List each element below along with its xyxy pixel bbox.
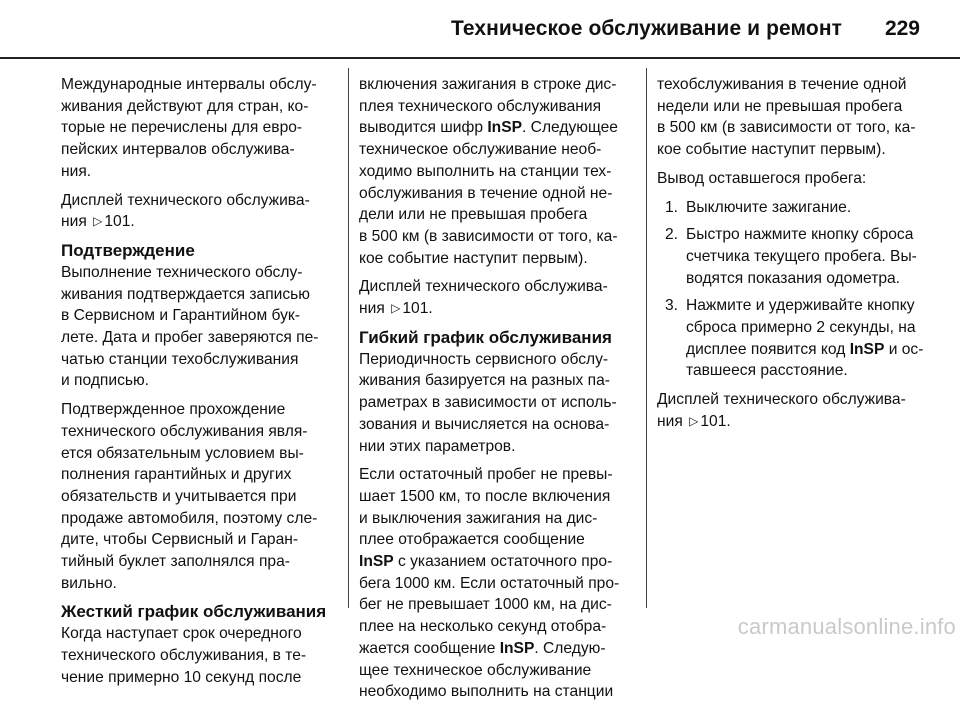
paragraph-remaining-distance: Если остаточный пробег не превы- шает 1500 км, то после включения и выключения зажигания на дис- плее отображается сообщение InSP с указанием остаточного про- бега 1000 км. Если остаточный про- бег не превышает 1000 км, на дис- плее на несколько секунд отобра- жается сообщение InSP. Следую- щее техническое обслуживание необходимо выполнить на станции [359, 466, 620, 701]
paragraph-flexible-schedule: Периодичность сервисного обслу- живания базируется на разных па- раметрах в зависимости от исполь- зования и вычисляется на основа- нии этих параметров. [359, 350, 617, 455]
column-1 [61, 74, 341, 696]
column-2 [359, 74, 639, 710]
triangle-arrow-icon: ▷ [93, 214, 103, 229]
column-3 [657, 74, 927, 440]
column-divider [348, 68, 349, 608]
code-insp: InSP [359, 553, 394, 571]
heading-flexible-schedule: Гибкий график обслуживания [359, 327, 612, 347]
list-item: 1. Выключите зажигание. [665, 198, 852, 216]
list-item: 3. Нажмите и удерживайте кнопку сброса примерно 2 секунды, на дисплее появится код InSP и ос- тавшееся расстояние. [665, 297, 924, 380]
paragraph-remaining-cont: техобслуживания в течение одной недели или не превышая пробега в 500 км (в зависимости от того, ка- кое событие наступит первым). [657, 76, 916, 159]
paragraph-display-ref: Дисплей технического обслужива- ния ▷ 101. [657, 389, 927, 432]
paragraph-fixed-schedule: Когда наступает срок очередного технического обслуживания, в те- чение примерно 10 секунд после [61, 625, 307, 686]
code-insp: InSP [849, 340, 885, 358]
cross-reference-link[interactable]: 101. [700, 412, 731, 430]
page-header [0, 0, 960, 62]
header-divider [0, 57, 960, 59]
steps-list [657, 197, 927, 383]
triangle-arrow-icon: ▷ [689, 413, 699, 428]
paragraph-confirmation: Выполнение технического обслу- живания подтверждается записью в Сервисном и Гарантийном бук- лете. Дата и пробег заверяются пе- чатью станции техобслуживания и подписью. [61, 263, 319, 390]
paragraph-intl-intervals: Международные интервалы обслу- живания действуют для стран, ко- торые не перечислены для евро- пейских интервалов обслужива- ния. [61, 76, 317, 180]
paragraph-confirmed-service: Подтвержденное прохождение технического обслуживания явля- ется обязательным условием вы- полнения гарантийных и других обязательств и учитывается при продаже автомобиля, поэтому сле- дите, чтобы Сервисный и Гаран- тийный буклет заполнялся пра- вильно. [61, 401, 318, 592]
cross-reference-link[interactable]: 101. [402, 300, 433, 318]
watermark: carmanualsonline.info [737, 614, 956, 639]
paragraph-display-ref: Дисплей технического обслужива- ния ▷ 101. [61, 190, 341, 233]
heading-fixed-schedule: Жесткий график обслуживания [61, 602, 327, 622]
paragraph-display-ref: Дисплей технического обслужива- ния ▷ 101. [359, 276, 639, 319]
cross-reference-link[interactable]: 101. [104, 213, 135, 231]
heading-confirmation: Подтверждение [61, 240, 195, 260]
paragraph-fixed-schedule-cont: включения зажигания в строке дис- плея технического обслуживания выводится шифр InSP. Следующее техническое обслуживание необ- ходимо выполнить на станции тех- обслуживания в течение одной не- дели или не превышая пробега в 500 км (в зависимости от того, ка- кое событие наступит первым). [359, 76, 618, 267]
paragraph-remaining-display: Вывод оставшегося пробега: [657, 169, 867, 187]
column-divider [646, 68, 647, 608]
code-insp: InSP [499, 639, 535, 657]
page-title: Техническое обслуживание и ремонт [450, 17, 842, 40]
code-insp: InSP [487, 119, 523, 137]
triangle-arrow-icon: ▷ [391, 301, 401, 316]
list-item: 2. Быстро нажмите кнопку сброса счетчика текущего пробега. Вы- водятся показания одометра. [665, 226, 917, 287]
page-number: 229 [884, 17, 920, 40]
